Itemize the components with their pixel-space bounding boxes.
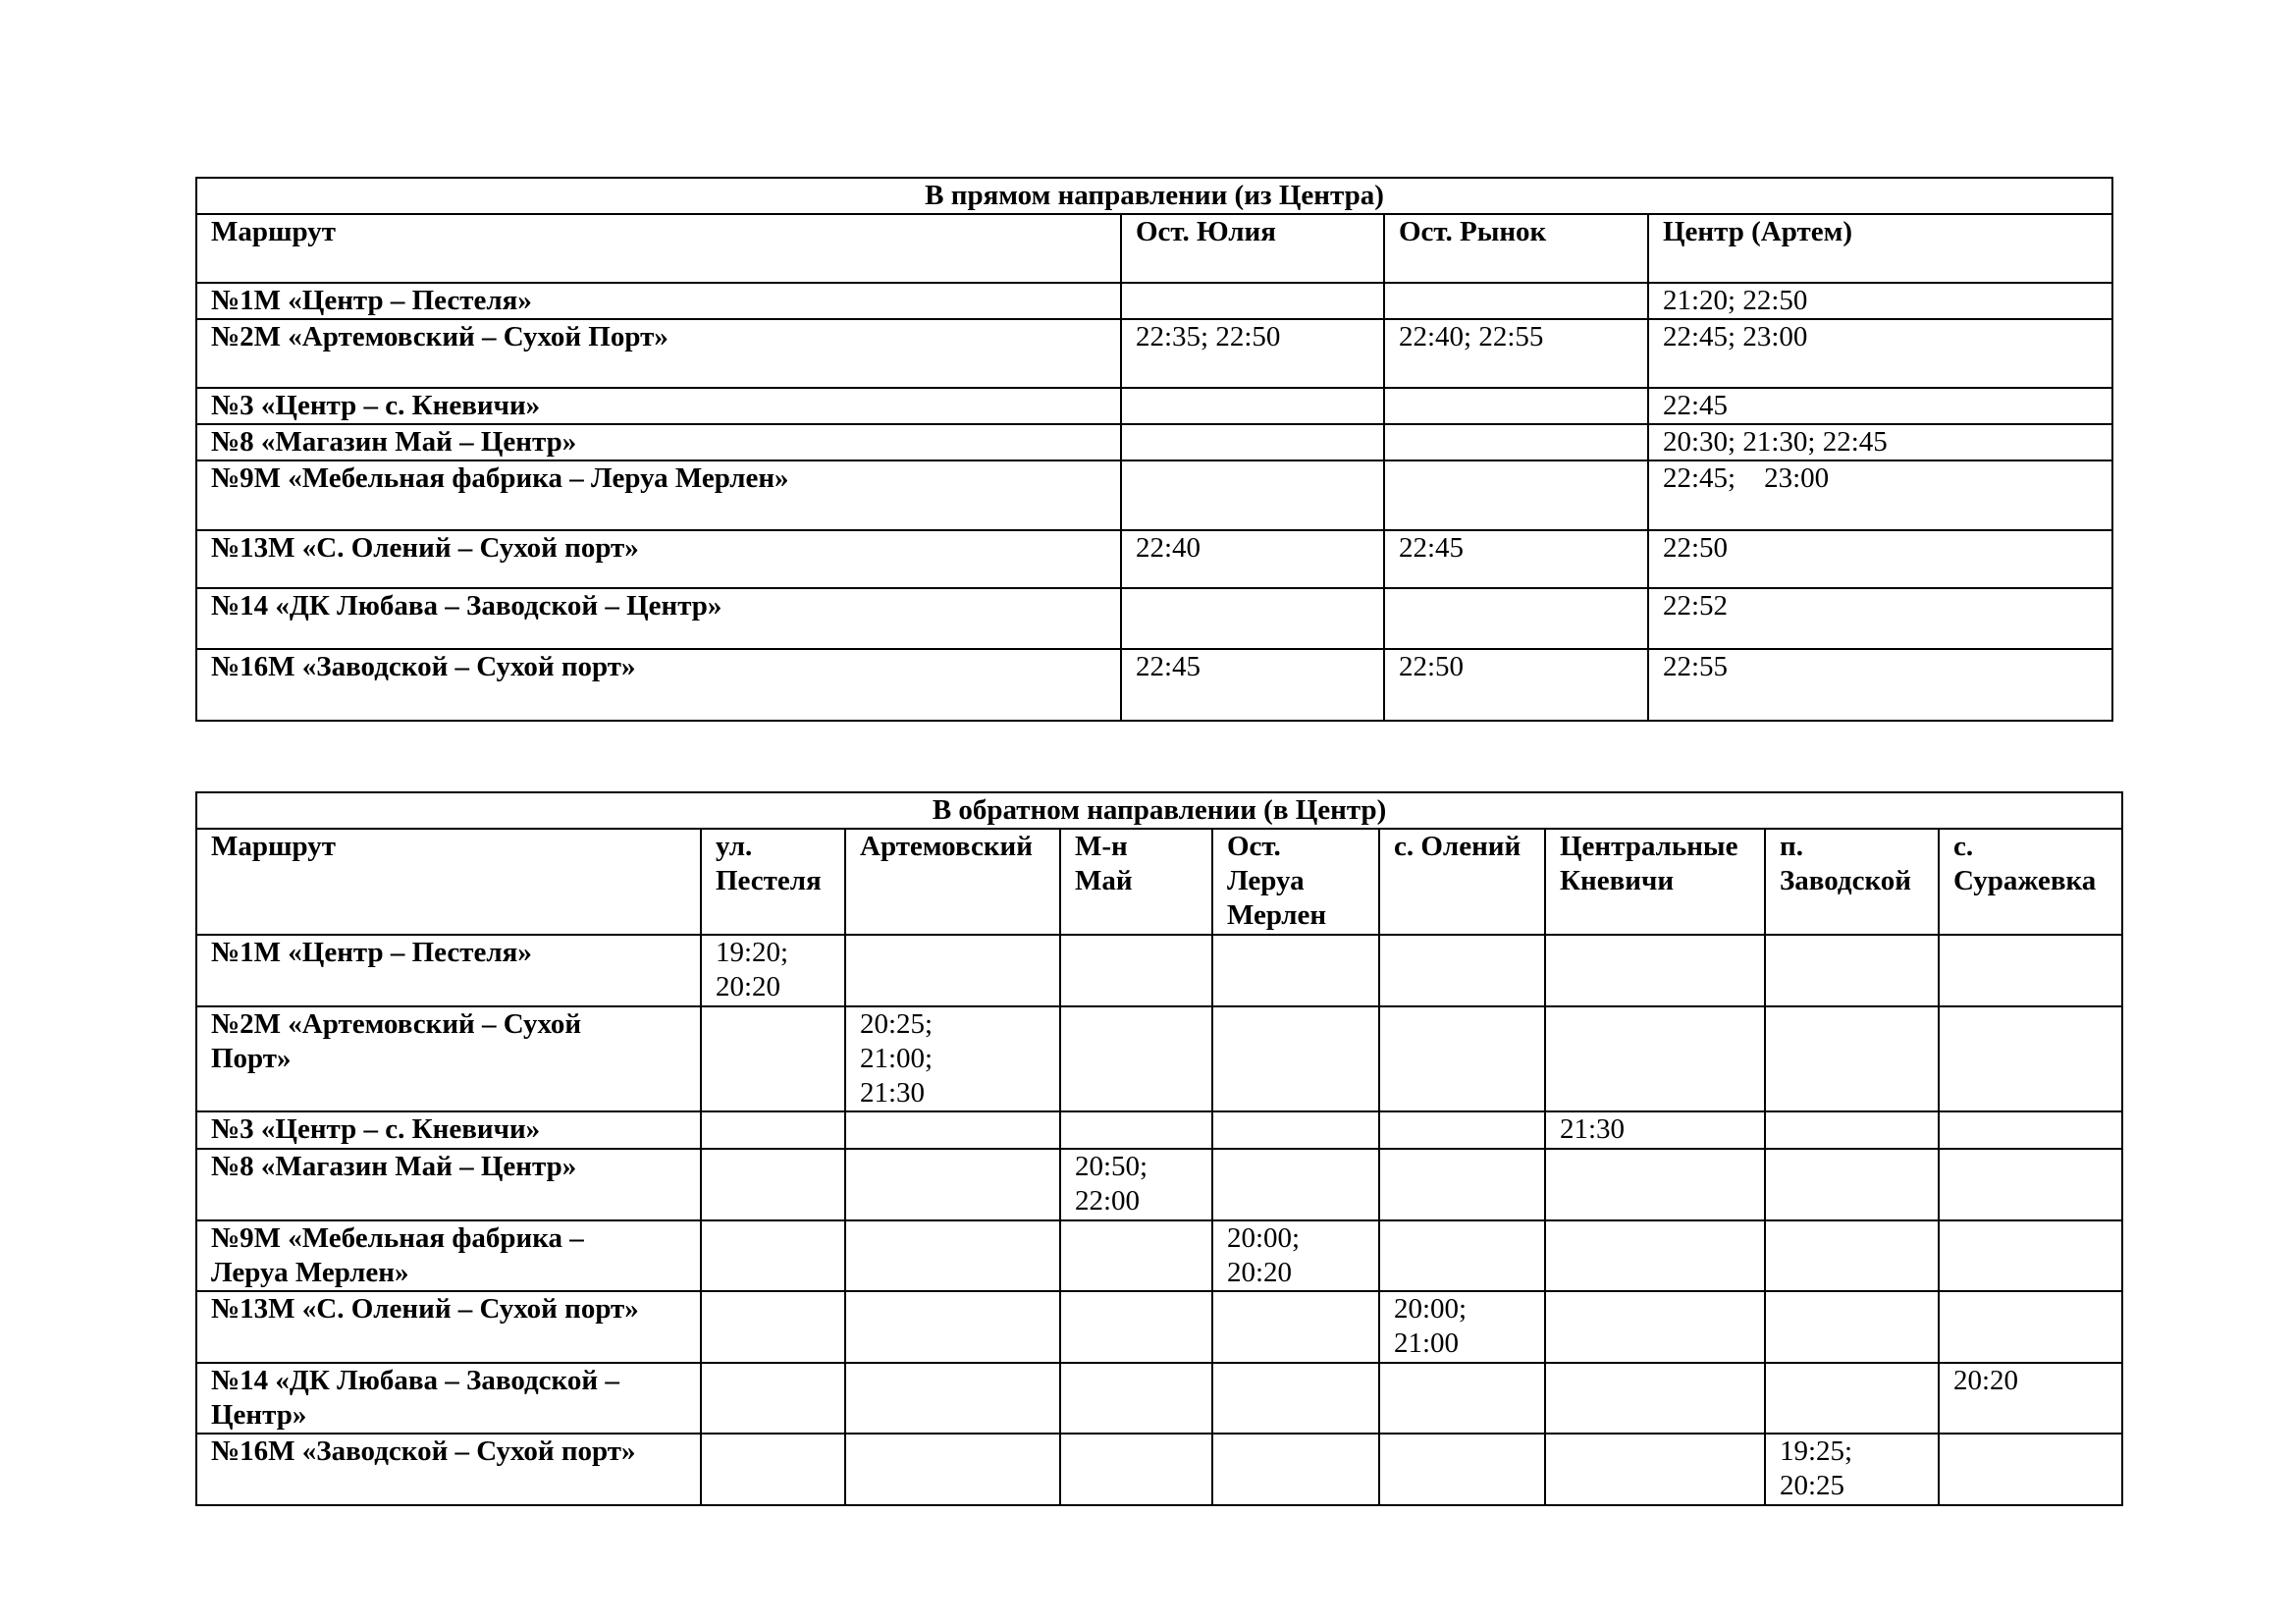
time-cell — [1212, 1149, 1379, 1220]
time-cell — [1060, 1220, 1212, 1291]
time-cell — [1379, 1111, 1545, 1149]
time-cell — [701, 1149, 845, 1220]
route-name: №3 «Центр – с. Кневичи» — [196, 1111, 701, 1149]
time-cell: 22:40; 22:55 — [1384, 319, 1648, 388]
route-name: №14 «ДК Любава – Заводской – Центр» — [196, 1363, 701, 1434]
time-cell: 20:00; 20:20 — [1212, 1220, 1379, 1291]
time-cell: 22:50 — [1648, 530, 2112, 588]
time-cell — [1939, 1434, 2122, 1505]
time-cell: 22:45 — [1648, 388, 2112, 424]
time-cell — [1212, 1111, 1379, 1149]
table-row — [196, 935, 2122, 1006]
time-cell — [1060, 1111, 1212, 1149]
time-cell — [845, 1363, 1060, 1434]
time-cell — [1545, 1363, 1765, 1434]
time-cell — [1060, 1434, 1212, 1505]
time-cell — [701, 1006, 845, 1111]
time-cell — [845, 1111, 1060, 1149]
time-cell: 21:30 — [1545, 1111, 1765, 1149]
route-name: №16М «Заводской – Сухой порт» — [196, 1434, 701, 1505]
time-cell — [1939, 1220, 2122, 1291]
time-cell — [1121, 588, 1384, 649]
time-cell — [1939, 1149, 2122, 1220]
table-row — [196, 1434, 2122, 1505]
time-cell — [1765, 1291, 1939, 1363]
table-row — [196, 1291, 2122, 1363]
time-cell — [1384, 283, 1648, 319]
time-cell — [1384, 424, 1648, 460]
time-cell — [1212, 1434, 1379, 1505]
time-cell — [1060, 1291, 1212, 1363]
time-cell — [1212, 1291, 1379, 1363]
time-cell: 22:55 — [1648, 649, 2112, 721]
time-cell — [845, 1291, 1060, 1363]
header-stop-yuliya: Ост. Юлия — [1121, 214, 1384, 283]
time-cell — [1384, 460, 1648, 530]
header-stop-knevichi: Центральные Кневичи — [1545, 829, 1765, 935]
table-row — [196, 649, 2112, 721]
header-route: Маршрут — [196, 829, 701, 935]
time-cell — [1765, 935, 1939, 1006]
time-cell: 22:50 — [1384, 649, 1648, 721]
time-cell — [1939, 935, 2122, 1006]
time-cell — [1060, 935, 1212, 1006]
time-cell — [1121, 460, 1384, 530]
forward-schedule-table — [195, 177, 2113, 722]
time-cell — [1379, 1363, 1545, 1434]
time-cell: 21:20; 22:50 — [1648, 283, 2112, 319]
time-cell: 22:45; 23:00 — [1648, 460, 2112, 530]
time-cell: 20:50; 22:00 — [1060, 1149, 1212, 1220]
route-name: №3 «Центр – с. Кневичи» — [196, 388, 1121, 424]
table-row — [196, 460, 2112, 530]
time-cell — [1939, 1291, 2122, 1363]
time-cell — [1765, 1220, 1939, 1291]
header-stop-surazhevka: с. Суражевка — [1939, 829, 2122, 935]
time-cell: 20:25; 21:00; 21:30 — [845, 1006, 1060, 1111]
time-cell — [701, 1111, 845, 1149]
time-cell — [845, 1149, 1060, 1220]
time-cell — [1545, 1006, 1765, 1111]
header-route: Маршрут — [196, 214, 1121, 283]
time-cell: 22:40 — [1121, 530, 1384, 588]
time-cell — [1121, 388, 1384, 424]
table-row — [196, 1220, 2122, 1291]
time-cell — [1939, 1006, 2122, 1111]
route-name: №14 «ДК Любава – Заводской – Центр» — [196, 588, 1121, 649]
time-cell — [1379, 935, 1545, 1006]
route-name: №16М «Заводской – Сухой порт» — [196, 649, 1121, 721]
time-cell: 19:25; 20:25 — [1765, 1434, 1939, 1505]
time-cell — [845, 1434, 1060, 1505]
time-cell — [1545, 935, 1765, 1006]
time-cell — [1121, 424, 1384, 460]
header-stop-oleny: с. Олений — [1379, 829, 1545, 935]
time-cell — [1939, 1111, 2122, 1149]
time-cell — [845, 935, 1060, 1006]
route-name: №1М «Центр – Пестеля» — [196, 283, 1121, 319]
table-row — [196, 588, 2112, 649]
time-cell — [1379, 1006, 1545, 1111]
table-row — [196, 530, 2112, 588]
backward-schedule-table — [195, 791, 2123, 1506]
time-cell: 20:20 — [1939, 1363, 2122, 1434]
time-cell — [845, 1220, 1060, 1291]
backward-table-title: В обратном направлении (в Центр) — [196, 792, 2122, 829]
table-row — [196, 1149, 2122, 1220]
time-cell — [1765, 1111, 1939, 1149]
time-cell — [701, 1363, 845, 1434]
time-cell — [1765, 1006, 1939, 1111]
time-cell: 22:45 — [1121, 649, 1384, 721]
time-cell — [1384, 588, 1648, 649]
route-name: №9М «Мебельная фабрика – Леруа Мерлен» — [196, 460, 1121, 530]
header-stop-may: М-н Май — [1060, 829, 1212, 935]
table-row — [196, 388, 2112, 424]
header-stop-leroy-merlin: Ост. Леруа Мерлен — [1212, 829, 1379, 935]
time-cell — [1379, 1149, 1545, 1220]
time-cell — [1212, 1006, 1379, 1111]
time-cell — [1765, 1149, 1939, 1220]
route-name: №2М «Артемовский – Сухой Порт» — [196, 319, 1121, 388]
time-cell: 22:45; 23:00 — [1648, 319, 2112, 388]
table-row — [196, 1006, 2122, 1111]
route-name: №13М «С. Олений – Сухой порт» — [196, 1291, 701, 1363]
time-cell — [1379, 1220, 1545, 1291]
table-row — [196, 1363, 2122, 1434]
time-cell — [1212, 935, 1379, 1006]
time-cell: 20:00; 21:00 — [1379, 1291, 1545, 1363]
table-row — [196, 283, 2112, 319]
forward-table-title: В прямом направлении (из Центра) — [196, 178, 2112, 214]
time-cell: 20:30; 21:30; 22:45 — [1648, 424, 2112, 460]
header-stop-pestelya: ул. Пестеля — [701, 829, 845, 935]
route-name: №13М «С. Олений – Сухой порт» — [196, 530, 1121, 588]
time-cell — [1060, 1363, 1212, 1434]
time-cell: 19:20; 20:20 — [701, 935, 845, 1006]
time-cell — [1379, 1434, 1545, 1505]
route-name: №2М «Артемовский – Сухой Порт» — [196, 1006, 701, 1111]
header-stop-artemovsky: Артемовский — [845, 829, 1060, 935]
table-row — [196, 1111, 2122, 1149]
route-name: №1М «Центр – Пестеля» — [196, 935, 701, 1006]
time-cell — [701, 1434, 845, 1505]
table-row — [196, 424, 2112, 460]
time-cell — [1384, 388, 1648, 424]
time-cell: 22:35; 22:50 — [1121, 319, 1384, 388]
route-name: №9М «Мебельная фабрика – Леруа Мерлен» — [196, 1220, 701, 1291]
header-stop-rynok: Ост. Рынок — [1384, 214, 1648, 283]
time-cell: 22:45 — [1384, 530, 1648, 588]
time-cell — [1545, 1291, 1765, 1363]
time-cell — [701, 1291, 845, 1363]
route-name: №8 «Магазин Май – Центр» — [196, 1149, 701, 1220]
time-cell — [1545, 1434, 1765, 1505]
time-cell — [1765, 1363, 1939, 1434]
header-center-artem: Центр (Артем) — [1648, 214, 2112, 283]
header-stop-zavodskoy: п. Заводской — [1765, 829, 1939, 935]
time-cell — [701, 1220, 845, 1291]
time-cell — [1212, 1363, 1379, 1434]
time-cell — [1121, 283, 1384, 319]
time-cell: 22:52 — [1648, 588, 2112, 649]
time-cell — [1545, 1149, 1765, 1220]
table-row — [196, 319, 2112, 388]
time-cell — [1060, 1006, 1212, 1111]
route-name: №8 «Магазин Май – Центр» — [196, 424, 1121, 460]
time-cell — [1545, 1220, 1765, 1291]
